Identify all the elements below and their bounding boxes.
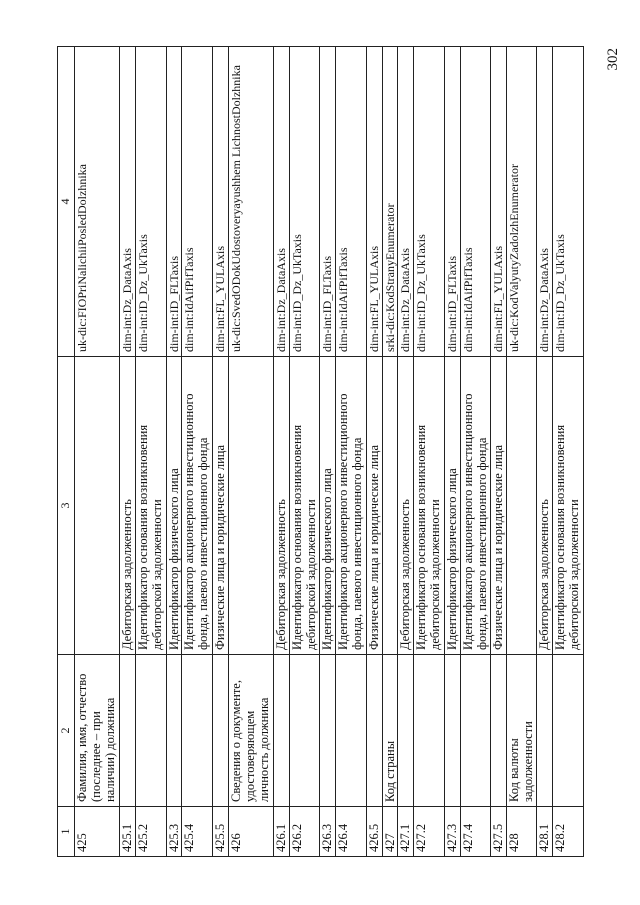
table-row <box>289 47 320 857</box>
row-name-cell <box>120 655 136 807</box>
table-row <box>382 47 398 857</box>
row-name-cell <box>460 655 491 807</box>
row-code-cell: dim-int:ID_Dz_UkTaxis <box>289 47 320 357</box>
row-code-cell: dim-int:IdAifPifTaxis <box>336 47 367 357</box>
row-number-cell: 428.2 <box>553 807 584 857</box>
row-code-cell: dim-int:ID_Dz_UkTaxis <box>414 47 445 357</box>
row-code-cell: dim-int:Dz_DataAxis <box>274 47 290 357</box>
row-description-cell: Физические лица и юридические лица <box>366 357 382 655</box>
row-description-cell: Идентификатор акционерного инвестиционного фонда, паевого инвестиционного фонда <box>460 357 491 655</box>
row-code-cell: dim-int:FL_YULAxis <box>491 47 507 357</box>
row-number-cell: 426.3 <box>320 807 336 857</box>
row-code-cell: dim-int:ID_Dz_UkTaxis <box>136 47 167 357</box>
row-code-cell: dim-int:ID_FLTaxis <box>166 47 182 357</box>
table-row <box>166 47 182 857</box>
row-number-cell: 427.2 <box>414 807 445 857</box>
column-header: 1 <box>58 807 75 857</box>
table-body <box>75 47 584 857</box>
row-number-cell: 425.4 <box>182 807 213 857</box>
table-row <box>120 47 136 857</box>
row-name-cell: Фамилия, имя, отчество (последнее – при наличии) должника <box>75 655 120 807</box>
row-description-cell: Дебиторская задолженность <box>274 357 290 655</box>
table-header-row <box>58 47 75 857</box>
row-name-cell: Код валюты задолженности <box>506 655 537 807</box>
row-code-cell: uk-dic:FIOPriNalichiiPosledDolzhnika <box>75 47 120 357</box>
row-name-cell <box>166 655 182 807</box>
row-name-cell <box>213 655 229 807</box>
row-description-cell: Дебиторская задолженность <box>398 357 414 655</box>
row-name-cell <box>537 655 553 807</box>
row-code-cell: dim-int:Dz_DataAxis <box>537 47 553 357</box>
row-description-cell <box>382 357 398 655</box>
row-name-cell <box>336 655 367 807</box>
row-code-cell: dim-int:Dz_DataAxis <box>398 47 414 357</box>
row-description-cell <box>506 357 537 655</box>
row-code-cell: dim-int:IdAifPifTaxis <box>182 47 213 357</box>
row-description-cell: Дебиторская задолженность <box>120 357 136 655</box>
row-description-cell: Физические лица и юридические лица <box>491 357 507 655</box>
table-row <box>336 47 367 857</box>
table-row <box>414 47 445 857</box>
row-number-cell: 427.5 <box>491 807 507 857</box>
table-row <box>491 47 507 857</box>
row-description-cell: Идентификатор физического лица <box>444 357 460 655</box>
table-row <box>460 47 491 857</box>
row-name-cell: Сведения о документе, удостоверяющем личность должника <box>228 655 273 807</box>
column-header: 4 <box>58 47 75 357</box>
table-row <box>274 47 290 857</box>
row-code-cell: dim-int:ID_FLTaxis <box>320 47 336 357</box>
row-code-cell: srki-dic:KodStranyEnumerator <box>382 47 398 357</box>
row-name-cell <box>444 655 460 807</box>
row-code-cell: dim-int:IdAifPifTaxis <box>460 47 491 357</box>
row-name-cell <box>320 655 336 807</box>
rotated-table-container <box>57 47 584 857</box>
row-description-cell: Идентификатор основания возникновения дебиторской задолженности <box>414 357 445 655</box>
table-row <box>553 47 584 857</box>
row-number-cell: 428.1 <box>537 807 553 857</box>
row-name-cell <box>398 655 414 807</box>
row-number-cell: 425.2 <box>136 807 167 857</box>
row-name-cell <box>136 655 167 807</box>
row-code-cell: dim-int:ID_FLTaxis <box>444 47 460 357</box>
row-description-cell: Дебиторская задолженность <box>537 357 553 655</box>
table-row <box>366 47 382 857</box>
table-row <box>136 47 167 857</box>
row-code-cell: dim-int:Dz_DataAxis <box>120 47 136 357</box>
row-name-cell <box>182 655 213 807</box>
table-row <box>182 47 213 857</box>
row-description-cell: Идентификатор акционерного инвестиционного фонда, паевого инвестиционного фонда <box>336 357 367 655</box>
row-description-cell <box>75 357 120 655</box>
column-header: 2 <box>58 655 75 807</box>
table-row <box>75 47 120 857</box>
column-header: 3 <box>58 357 75 655</box>
row-description-cell: Идентификатор основания возникновения дебиторской задолженности <box>136 357 167 655</box>
row-name-cell: Код страны <box>382 655 398 807</box>
row-code-cell: uk-dic:KodValyutyZadolzhEnumerator <box>506 47 537 357</box>
row-number-cell: 426.2 <box>289 807 320 857</box>
row-number-cell: 427.1 <box>398 807 414 857</box>
row-number-cell: 425.1 <box>120 807 136 857</box>
row-description-cell: Идентификатор основания возникновения дебиторской задолженности <box>553 357 584 655</box>
table-row <box>228 47 273 857</box>
row-name-cell <box>366 655 382 807</box>
row-number-cell: 425.3 <box>166 807 182 857</box>
row-code-cell: dim-int:ID_Dz_UkTaxis <box>553 47 584 357</box>
table-row <box>398 47 414 857</box>
row-number-cell: 427.4 <box>460 807 491 857</box>
row-code-cell: uk-dic:SvedODokUdostoveryayushhem LichnostDolzhnika <box>228 47 273 357</box>
row-number-cell: 426.1 <box>274 807 290 857</box>
row-number-cell: 427 <box>382 807 398 857</box>
row-description-cell: Идентификатор основания возникновения дебиторской задолженности <box>289 357 320 655</box>
table-row <box>444 47 460 857</box>
row-number-cell: 426.5 <box>366 807 382 857</box>
row-number-cell: 426 <box>228 807 273 857</box>
row-code-cell: dim-int:FL_YULAxis <box>366 47 382 357</box>
row-description-cell: Физические лица и юридические лица <box>213 357 229 655</box>
row-name-cell <box>553 655 584 807</box>
row-name-cell <box>274 655 290 807</box>
row-number-cell: 427.3 <box>444 807 460 857</box>
row-description-cell: Идентификатор физического лица <box>320 357 336 655</box>
row-description-cell: Идентификатор физического лица <box>166 357 182 655</box>
data-table <box>57 46 584 857</box>
table-row <box>506 47 537 857</box>
row-name-cell <box>289 655 320 807</box>
page-number: 302 <box>605 48 621 71</box>
table-row <box>213 47 229 857</box>
row-code-cell: dim-int:FL_YULAxis <box>213 47 229 357</box>
row-name-cell <box>491 655 507 807</box>
table-row <box>320 47 336 857</box>
row-number-cell: 426.4 <box>336 807 367 857</box>
row-name-cell <box>414 655 445 807</box>
row-number-cell: 425 <box>75 807 120 857</box>
row-number-cell: 425.5 <box>213 807 229 857</box>
row-number-cell: 428 <box>506 807 537 857</box>
row-description-cell: Идентификатор акционерного инвестиционного фонда, паевого инвестиционного фонда <box>182 357 213 655</box>
table-row <box>537 47 553 857</box>
row-description-cell <box>228 357 273 655</box>
